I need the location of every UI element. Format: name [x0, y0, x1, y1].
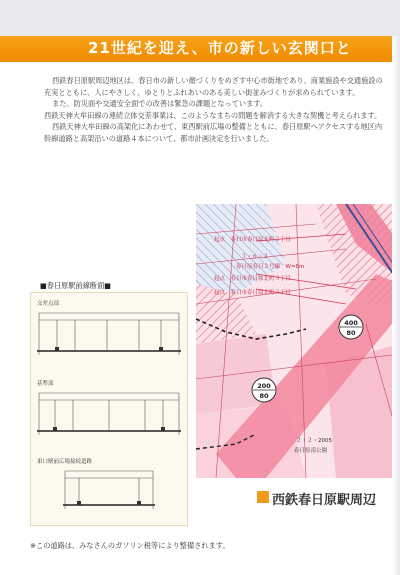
map-park-code: ２・２・2005: [296, 438, 332, 444]
intersection-diagram: [35, 307, 183, 367]
map-circle-80: 80: [346, 329, 356, 337]
city-plan-map: [196, 204, 400, 478]
page-edge: [392, 36, 400, 575]
intro-paragraph: また、防災面や交通安全面での改善は緊急の課題となっています。: [52, 99, 268, 109]
map-label-route-d: 起点 春日市春日原北町３丁目: [214, 290, 292, 296]
plaza-road-diagram: [35, 465, 183, 521]
map-circle-400: 400: [344, 319, 358, 327]
footnote: ※この道路は、みなさんのガソリン税等により整備されます。: [30, 541, 230, 550]
intro-paragraph: 西鉄天神大牟田線の連続立体交差事業は、このようなまちの問題を解消する大きな契機と考えられます。: [44, 110, 382, 120]
intro-paragraph: 西鉄春日原駅周辺地区は、春日市の新しい顔づくりをめざす中心市街地であり、商業施設や交通施設の充実とともに、人にやさしく、ゆとりとふれあいのある美しい街並みづくりが求められています。: [44, 76, 383, 97]
map-label-route-c: 起点 春日市春日原北町３丁目: [214, 276, 292, 282]
intro-paragraph: 西鉄天神大牟田線の高架化にあわせて、東西駅前広場の整備とともに、春日原駅へアクセスする地区内幹線道路と高架沿いの道路４本について、都市計画決定を行いました。: [44, 122, 383, 143]
banner-title: 21世紀を迎え、市の新しい玄関口と: [88, 39, 352, 57]
map-park-name: 春日原南公園: [294, 448, 328, 454]
cross-section-caption: ■春日原駅前線断面■: [40, 281, 112, 290]
diagram-label: 東口駅前広場接続道路: [37, 459, 93, 465]
map-label-route-b: 春日原春日２号線 W=8m: [236, 264, 305, 270]
intro-text: [44, 75, 384, 145]
section-title: 西鉄春日原駅周辺: [272, 493, 377, 508]
cross-section-panel: [30, 292, 188, 526]
map-label-route-a: 起点 春日市春日原北町３丁目: [214, 237, 292, 243]
section-marker-icon: [257, 491, 269, 503]
map-graphic: [196, 204, 400, 478]
map-circle-200: 200: [257, 382, 271, 390]
standard-diagram: [35, 387, 183, 447]
diagram-label: 交差点部: [37, 301, 60, 307]
diagram-label: 基準部: [37, 381, 54, 387]
map-circle-80b: 80: [259, 392, 269, 400]
map-label-route-a2: ３・６・２: [241, 254, 269, 260]
top-strip: [0, 0, 400, 36]
